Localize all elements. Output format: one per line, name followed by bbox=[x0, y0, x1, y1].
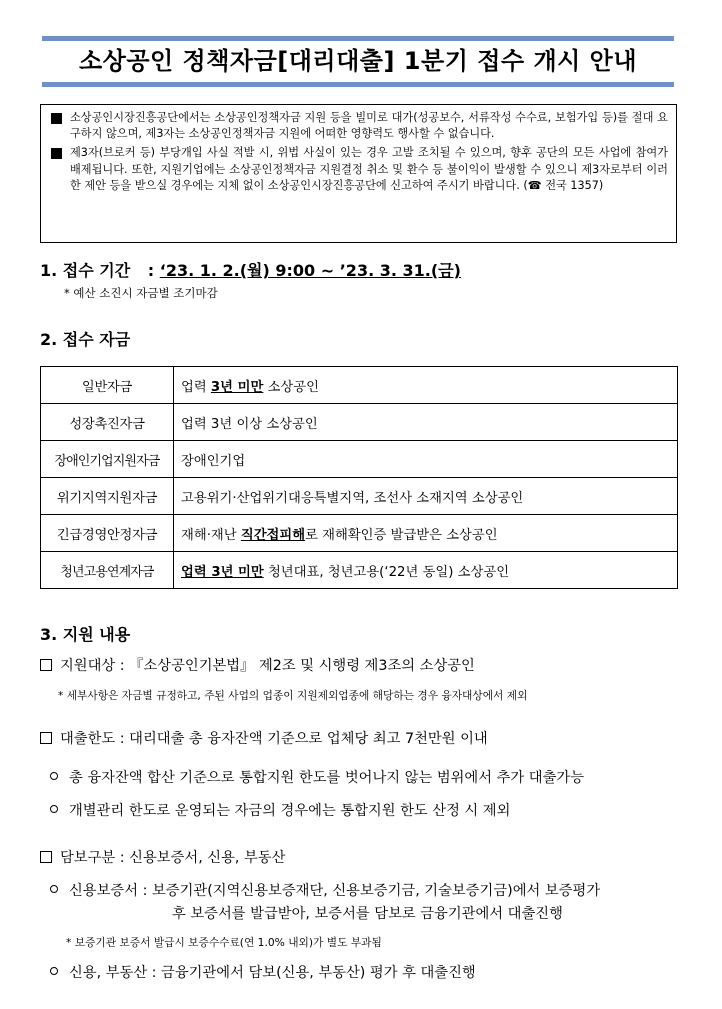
loan-limit-bullet bbox=[50, 767, 584, 787]
desc-text: 업력 3년 이상 소상공인 bbox=[181, 416, 318, 432]
desc-text: 업력 bbox=[181, 379, 211, 395]
table-row bbox=[41, 441, 678, 478]
fund-name: 청년고용연계자금 bbox=[41, 552, 174, 589]
collateral-bullet-cont: 후 보증서를 발급받아, 보증서를 담보로 금융기관에서 대출진행 bbox=[172, 906, 563, 922]
title-block bbox=[42, 36, 674, 87]
desc-emphasis: 3년 미만 bbox=[210, 379, 264, 395]
desc-text: 소상공인 bbox=[263, 379, 319, 395]
black-square-icon bbox=[51, 148, 62, 159]
fund-desc bbox=[174, 515, 678, 552]
table-row bbox=[41, 515, 678, 552]
table-row bbox=[41, 367, 678, 404]
desc-emphasis: 업력 3년 미만 bbox=[181, 564, 264, 580]
loan-limit bbox=[40, 728, 488, 748]
fund-name: 성장촉진자금 bbox=[41, 404, 174, 441]
circle-bullet-icon bbox=[50, 805, 58, 813]
desc-text: 고용위기·산업위기대응특별지역, 조선사 소재지역 소상공인 bbox=[181, 490, 524, 506]
fund-desc bbox=[174, 478, 678, 515]
notice-item bbox=[51, 110, 668, 142]
section-heading: 1. 접수 기간 bbox=[40, 261, 131, 280]
section-heading: 2. 접수 자금 bbox=[40, 330, 131, 349]
fund-name: 긴급경영안정자금 bbox=[41, 515, 174, 552]
fund-name: 일반자금 bbox=[41, 367, 174, 404]
checkbox-square-icon bbox=[40, 732, 52, 744]
support-target-text: 지원대상 : 『소상공인기본법』 제2조 및 시행령 제3조의 소상공인 bbox=[60, 658, 475, 674]
checkbox-square-icon bbox=[40, 851, 52, 863]
desc-text: 재해·재난 bbox=[181, 527, 241, 543]
bullet-text: 개별관리 한도로 운영되는 자금의 경우에는 통합지원 한도 산정 시 제외 bbox=[69, 803, 511, 819]
notice-item bbox=[51, 145, 668, 194]
desc-text: 로 재해확인증 발급받은 소상공인 bbox=[305, 527, 498, 543]
bullet-text: 총 융자잔액 합산 기준으로 통합지원 한도를 벗어나지 않는 범위에서 추가 대출가능 bbox=[69, 770, 585, 786]
loan-limit-text: 대출한도 : 대리대출 총 융자잔액 기준으로 업체당 최고 7천만원 이내 bbox=[60, 731, 488, 747]
bullet-text: 신용보증서 : 보증기관(지역신용보증재단, 신용보증기금, 기술보증기금)에서 보증평가 bbox=[69, 883, 601, 899]
bullet-text: 신용, 부동산 : 금융기관에서 담보(신용, 부동산) 평가 후 대출진행 bbox=[69, 965, 476, 981]
notice-box bbox=[40, 104, 677, 243]
desc-text: 장애인기업 bbox=[181, 453, 246, 469]
circle-bullet-icon bbox=[50, 772, 58, 780]
period-note: * 예산 소진시 자금별 조기마감 bbox=[64, 286, 218, 300]
fund-desc bbox=[174, 552, 678, 589]
section-heading: 3. 지원 내용 bbox=[40, 625, 131, 644]
fund-desc bbox=[174, 367, 678, 404]
collateral-text: 담보구분 : 신용보증서, 신용, 부동산 bbox=[60, 850, 286, 866]
section-period bbox=[40, 258, 461, 281]
checkbox-square-icon bbox=[40, 659, 52, 671]
period-value: ‘23. 1. 2.(월) 9:00 ~ ’23. 3. 31.(금) bbox=[159, 261, 461, 280]
circle-bullet-icon bbox=[50, 967, 58, 975]
circle-bullet-icon bbox=[50, 885, 58, 893]
support-target bbox=[40, 655, 475, 675]
notice-text: 소상공인시장진흥공단에서는 소상공인정책자금 지원 등을 빌미로 대가(성공보수, 서류작성 수수료, 보험가입 등)를 절대 요구하지 않으며, 제3자는 소상공인정책자금 지원에 어떠한 영향력도 행사할 수 없습니다. bbox=[70, 111, 668, 141]
fund-name: 위기지역지원자금 bbox=[41, 478, 174, 515]
collateral-bullet bbox=[50, 962, 476, 982]
fund-name: 장애인기업지원자금 bbox=[41, 441, 174, 478]
fund-desc bbox=[174, 404, 678, 441]
collateral bbox=[40, 847, 285, 867]
notice-text: 제3자(브로커 등) 부당개입 사실 적발 시, 위법 사실이 있는 경우 고발 조치될 수 있으며, 향후 공단의 모든 사업에 참여가 배제됩니다. 또한, 지원기업에는 소상공인정책자금 지원결정 취소 및 환수 등 불이익이 발생할 수 있으니 제3자로부터 이러한 제안 등을 받으실 경우에는 지체 없이 소상공인시장진흥공단에 신고하여 주시기 바랍니다. (☎ 전국 1357) bbox=[70, 146, 668, 192]
table-row bbox=[41, 404, 678, 441]
desc-emphasis: 직간접피해 bbox=[240, 527, 306, 543]
loan-limit-bullet bbox=[50, 800, 510, 820]
colon: : bbox=[147, 261, 155, 280]
fund-desc bbox=[174, 441, 678, 478]
table-row bbox=[41, 478, 678, 515]
desc-text: 청년대표, 청년고용(‘22년 동일) 소상공인 bbox=[263, 564, 510, 580]
page-title: 소상공인 정책자금[대리대출] 1분기 접수 개시 안내 bbox=[78, 47, 638, 75]
funds-table bbox=[40, 366, 678, 589]
collateral-note: * 보증기관 보증서 발급시 보증수수료(연 1.0% 내외)가 별도 부과됨 bbox=[66, 936, 382, 949]
table-row bbox=[41, 552, 678, 589]
collateral-bullet bbox=[50, 880, 600, 900]
title-bottom-bar bbox=[42, 82, 674, 87]
support-target-note: * 세부사항은 자금별 규정하고, 주된 사업의 업종이 지원제외업종에 해당하는 경우 융자대상에서 제외 bbox=[58, 689, 528, 702]
black-square-icon bbox=[51, 113, 62, 124]
